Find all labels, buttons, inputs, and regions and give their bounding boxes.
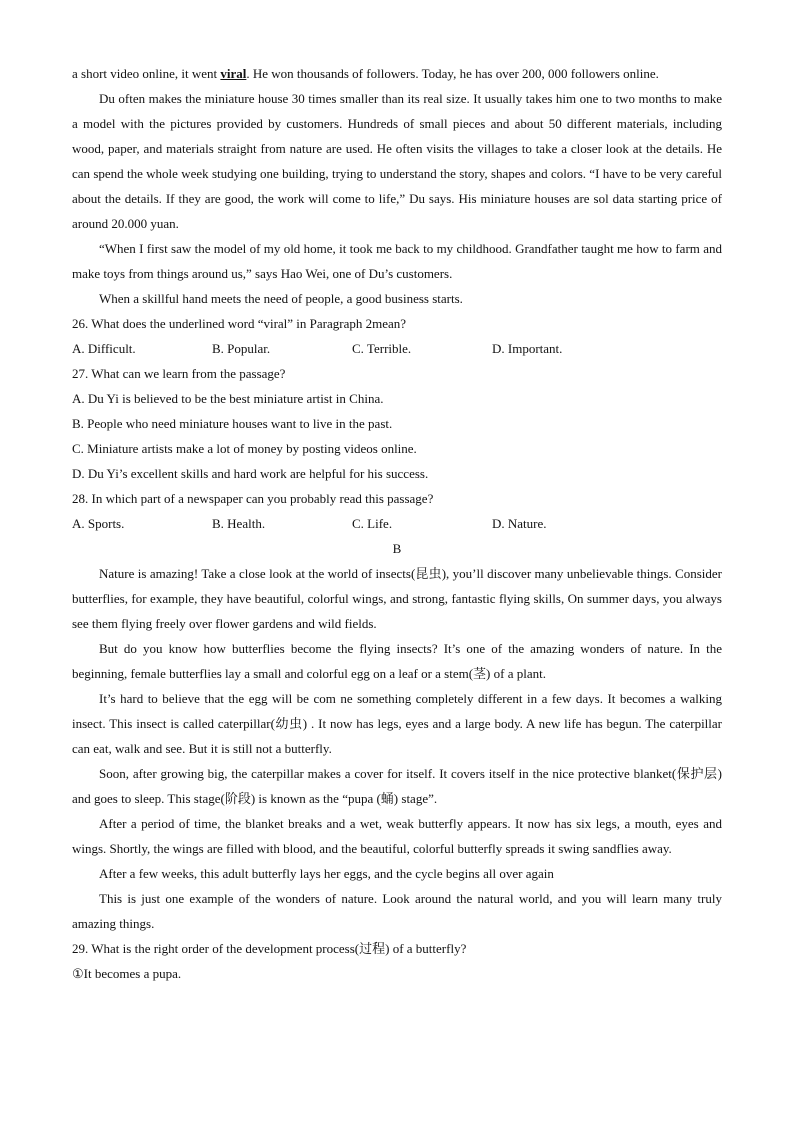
- passage-b-heading: B: [392, 541, 402, 556]
- question-29-item-1: ①It becomes a pupa.: [72, 966, 182, 981]
- passage-b-paragraph-1: Nature is amazing! Take a close look at the world of insects(昆虫), you’ll discover many unbelievable things. Consider butterflies, for example, they have beautiful, colorful wings, and strong, fantastic flying skills, On summer days, you always see them flying freely over flower gardens and wild fields.: [72, 566, 722, 631]
- option-c: C. Miniature artists make a lot of money by posting videos online.: [72, 441, 417, 456]
- passage-a-paragraph-2: “When I first saw the model of my old home, it took me back to my childhood. Grandfather taught me how to farm and make toys from things around us,” says Hao Wei, one of Du’s customers.: [72, 241, 722, 281]
- passage-a-paragraph-1: Du often makes the miniature house 30 times smaller than its real size. It usually takes him one to two months to make a model with the pictures provided by customers. Hundreds of small pieces and about 50 different materials, including wood, paper, and materials straight from nature are used. He often visits the villages to take a closer look at the details. He can spend the whole week studying one building, trying to understand the story, shapes and colors. “I have to be very careful about the details. If they are good, the work will come to life,” Du says. His miniature houses are sol data starting price of around 20.000 yuan.: [72, 91, 722, 231]
- passage-a-paragraph-3: When a skillful hand meets the need of people, a good business starts.: [99, 291, 463, 306]
- question-28-options: [72, 511, 722, 536]
- option-c: C. Life.: [352, 516, 393, 531]
- passage-b-paragraph-5: After a period of time, the blanket breaks and a wet, weak butterfly appears. It now has six legs, a mouth, eyes and wings. Shortly, the wings are filled with blood, and the beautiful, colorful butterfly spreads it swing sandflies away.: [72, 816, 722, 856]
- passage-b-paragraph-6: After a few weeks, this adult butterfly lays her eggs, and the cycle begins all over again: [99, 866, 554, 881]
- option-c: C. Terrible.: [352, 341, 412, 356]
- passage-b-paragraph-7: This is just one example of the wonders of nature. Look around the natural world, and you will learn many truly amazing things.: [72, 891, 722, 931]
- passage-b-paragraph-3: It’s hard to believe that the egg will be com ne something completely different in a few days. It becomes a walking insect. This insect is called caterpillar(幼虫) . It now has legs, eyes and a large body. A new life has begun. The caterpillar can eat, walk and see. But it is still not a butterfly.: [72, 691, 722, 756]
- document-body: [72, 61, 722, 986]
- text-run: . He won thousands of followers. Today, he has over 200, 000 followers online.: [246, 66, 659, 81]
- option-d: D. Important.: [492, 341, 563, 356]
- option-a: A. Sports.: [72, 516, 125, 531]
- passage-b-paragraph-2: But do you know how butterflies become the flying insects? It’s one of the amazing wonders of nature. In the beginning, female butterflies lay a small and colorful egg on a leaf or a stem(茎) of a plant.: [72, 641, 722, 681]
- underlined-word-viral: viral: [220, 66, 247, 81]
- option-d: D. Nature.: [492, 516, 547, 531]
- question-28-stem: 28. In which part of a newspaper can you probably read this passage?: [72, 491, 434, 506]
- text-run: a short video online, it went: [72, 66, 221, 81]
- question-26-options: [72, 336, 722, 361]
- option-b: B. Health.: [212, 516, 266, 531]
- option-d: D. Du Yi’s excellent skills and hard work are helpful for his success.: [72, 466, 429, 481]
- question-27-stem: 27. What can we learn from the passage?: [72, 366, 286, 381]
- option-a: A. Du Yi is believed to be the best miniature artist in China.: [72, 391, 384, 406]
- question-26-stem: 26. What does the underlined word “viral” in Paragraph 2mean?: [72, 316, 407, 331]
- option-a: A. Difficult.: [72, 341, 136, 356]
- question-29-stem: 29. What is the right order of the development process(过程) of a butterfly?: [72, 941, 467, 956]
- option-b: B. Popular.: [212, 341, 271, 356]
- passage-a-continuation: [72, 61, 722, 86]
- option-b: B. People who need miniature houses want to live in the past.: [72, 416, 393, 431]
- passage-b-paragraph-4: Soon, after growing big, the caterpillar makes a cover for itself. It covers itself in the nice protective blanket(保护层) and goes to sleep. This stage(阶段) is known as the “pupa (蛹) stage”.: [72, 766, 722, 806]
